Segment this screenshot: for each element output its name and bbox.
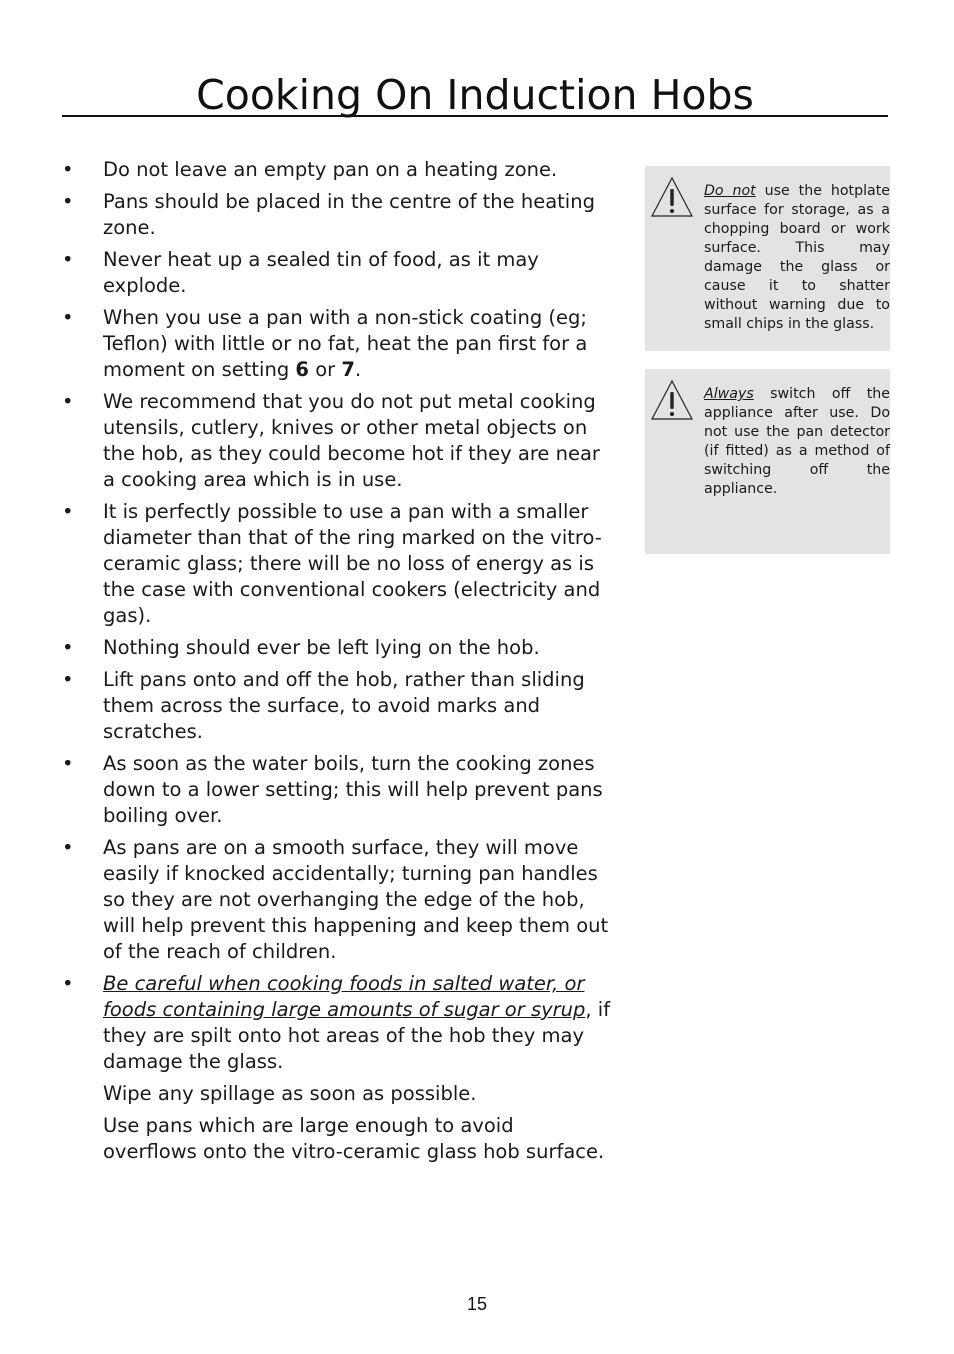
list-item <box>62 667 612 745</box>
bullet-marker: • <box>62 636 74 659</box>
instructions-column <box>62 157 612 1171</box>
bullet-marker: • <box>62 306 74 329</box>
bullet-marker: • <box>62 158 74 181</box>
list-item <box>62 157 612 183</box>
list-item-text: Never heat up a sealed tin of food, as it may explode. <box>103 248 539 297</box>
page-title: Cooking On Induction Hobs <box>196 71 754 119</box>
list-item-text: Nothing should ever be left lying on the hob. <box>103 636 540 659</box>
warning-text <box>704 182 890 334</box>
list-item-text: . <box>354 358 362 381</box>
warning-body: use the hotplate surface for storage, as a chopping board or work surface. This may damage the glass or cause it to shatter without warning due to small chips in the glass. <box>704 183 891 332</box>
list-item-text: , if they are spilt onto hot areas of the hob they may damage the glass. <box>103 998 611 1073</box>
bullet-marker: • <box>62 972 74 995</box>
list-item-text: or <box>309 358 342 381</box>
bullet-marker: • <box>62 752 74 775</box>
warning-emphasis: Do not <box>704 183 756 199</box>
bullet-marker: • <box>62 500 74 523</box>
warning-triangle-icon <box>650 379 694 421</box>
list-item <box>62 835 612 965</box>
list-item <box>62 499 612 629</box>
bullet-marker: • <box>62 190 74 213</box>
list-item <box>62 751 612 829</box>
safety-bullet-list <box>62 157 612 1075</box>
bullet-marker: • <box>62 836 74 859</box>
warning-box-switch-off <box>645 369 890 554</box>
list-item <box>62 189 612 241</box>
bullet-marker: • <box>62 390 74 413</box>
list-item-text: As pans are on a smooth surface, they will move easily if knocked accidentally; turning pan handles so they are not overhanging the edge of the hob, will help prevent this happening and keep them out of the reach of children. <box>103 836 609 963</box>
list-item-text: Pans should be placed in the centre of the heating zone. <box>103 190 595 239</box>
list-item-text: Lift pans onto and off the hob, rather than sliding them across the surface, to avoid marks and scratches. <box>103 668 585 743</box>
caution-emphasis: Be careful when cooking foods in salted water, or foods containing large amounts of sugar or syrup <box>103 972 586 1021</box>
warning-emphasis: Always <box>704 386 754 402</box>
list-item-text: Do not leave an empty pan on a heating zone. <box>103 158 558 181</box>
warning-text <box>704 385 890 499</box>
list-item <box>62 389 612 493</box>
page-number: 15 <box>466 1294 488 1314</box>
list-item-text: It is perfectly possible to use a pan with a smaller diameter than that of the ring marked on the vitro-ceramic glass; there will be no loss of energy as is the case with conventional cookers (electricity and gas). <box>103 500 602 627</box>
list-item-text: When you use a pan with a non-stick coating (eg; Teflon) with little or no fat, heat the pan first for a moment on setting <box>103 306 588 381</box>
list-item <box>62 305 612 383</box>
setting-six: 6 <box>295 358 309 381</box>
bullet-marker: • <box>62 248 74 271</box>
list-item <box>62 247 612 299</box>
overflow-paragraph: Use pans which are large enough to avoid overflows onto the vitro-ceramic glass hob surface. <box>103 1114 605 1163</box>
warning-body: switch off the appliance after use. Do not use the pan detector (if fitted) as a method of switching off the appliance. <box>704 386 890 497</box>
list-item-text: We recommend that you do not put metal cooking utensils, cutlery, knives or other metal objects on the hob, as they could become hot if they are near a cooking area which is in use. <box>103 390 600 491</box>
list-item <box>62 635 612 661</box>
warning-box-storage <box>645 166 890 351</box>
setting-seven: 7 <box>341 358 355 381</box>
title-underline <box>62 115 888 117</box>
warning-triangle-icon <box>650 176 694 218</box>
list-item-text: As soon as the water boils, turn the cooking zones down to a lower setting; this will help prevent pans boiling over. <box>103 752 603 827</box>
bullet-marker: • <box>62 668 74 691</box>
list-item <box>62 971 612 1075</box>
spillage-paragraph: Wipe any spillage as soon as possible. <box>103 1082 477 1105</box>
